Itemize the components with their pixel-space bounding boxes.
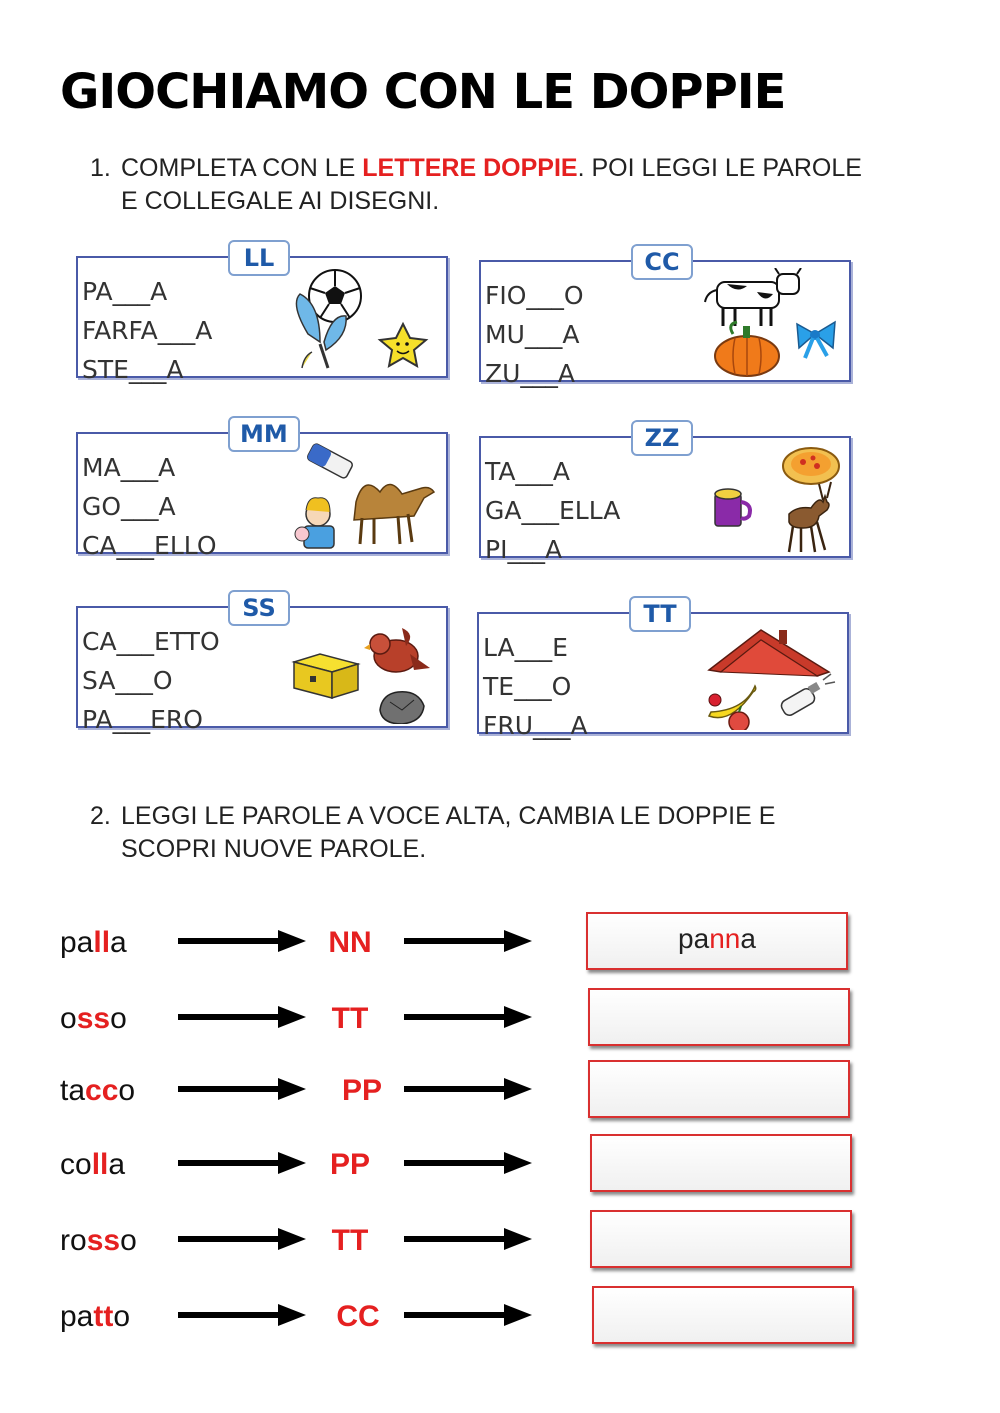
word-change-row xyxy=(0,1282,1000,1352)
source-word xyxy=(60,1002,127,1036)
milk-bottle-icon[interactable] xyxy=(779,674,835,717)
word-part: ro xyxy=(60,1224,87,1257)
word-list xyxy=(82,448,217,565)
box-tag: TT xyxy=(629,596,691,632)
source-word xyxy=(60,926,127,960)
pumpkin-icon[interactable] xyxy=(715,322,779,376)
double-letters: tt xyxy=(93,1300,114,1333)
instruction-text: LEGGI LE PAROLE A VOCE ALTA, CAMBIA LE DOPPIE E xyxy=(121,802,776,830)
drawer-box-icon[interactable] xyxy=(294,654,358,698)
blank-word[interactable]: ZU___A xyxy=(485,359,576,388)
arrow-right-icon xyxy=(404,1228,532,1250)
blank-word[interactable]: TA___A xyxy=(485,457,571,486)
drawings xyxy=(693,268,843,378)
eraser-icon[interactable] xyxy=(306,443,353,480)
answer-input[interactable] xyxy=(590,1134,852,1192)
word-part: pa xyxy=(60,1300,94,1333)
fruit-icon[interactable] xyxy=(709,686,756,730)
drawings xyxy=(290,440,440,550)
new-double-letters: PP xyxy=(341,1074,383,1107)
answer-part: a xyxy=(740,923,756,954)
blank-word[interactable]: MU___A xyxy=(485,320,580,349)
word-list xyxy=(485,276,584,393)
word-box-zz xyxy=(479,424,851,564)
blank-word[interactable]: PA___ERO xyxy=(82,705,203,734)
arrow-right-icon xyxy=(178,1228,306,1250)
new-double-letters: NN xyxy=(328,926,372,959)
blank-word[interactable]: FARFA___A xyxy=(82,316,213,345)
drawings xyxy=(290,614,440,724)
double-letters: ll xyxy=(91,1148,109,1181)
bird-icon[interactable] xyxy=(364,628,430,672)
word-list xyxy=(485,452,620,569)
blank-word[interactable]: CA___ETTO xyxy=(82,627,220,656)
arrow-right-icon xyxy=(178,1152,306,1174)
word-change-row xyxy=(0,984,1000,1054)
new-double-letters: TT xyxy=(331,1002,369,1035)
answer-part: pa xyxy=(678,923,710,954)
mug-icon[interactable] xyxy=(715,489,750,526)
new-double-letters: CC xyxy=(336,1300,380,1333)
blank-word[interactable]: CA___ELLO xyxy=(82,531,217,560)
word-change-row xyxy=(0,1130,1000,1200)
arrow-right-icon xyxy=(178,1006,306,1028)
new-double-letters: TT xyxy=(331,1224,369,1257)
answer-input[interactable] xyxy=(590,1210,852,1268)
bow-icon[interactable] xyxy=(797,322,835,358)
blank-word[interactable]: FIO___O xyxy=(485,281,584,310)
word-change-row xyxy=(0,1206,1000,1276)
source-word xyxy=(60,1224,137,1258)
instruction-text: COMPLETA CON LE xyxy=(121,154,363,182)
blank-word[interactable]: STE___A xyxy=(82,355,184,384)
instruction-line-2: SCOPRI NUOVE PAROLE. xyxy=(121,835,427,863)
highlight-text: LETTERE DOPPIE xyxy=(362,154,578,182)
answer-input[interactable] xyxy=(586,912,848,970)
word-box-ll xyxy=(76,244,448,384)
word-list xyxy=(483,628,588,745)
exercise-2-instruction xyxy=(90,800,775,866)
drawings xyxy=(290,264,440,374)
gazelle-icon[interactable] xyxy=(789,482,831,552)
instruction-text-2: . POI LEGGI LE PAROLE xyxy=(577,154,862,182)
source-word xyxy=(60,1074,135,1108)
stone-icon[interactable] xyxy=(380,692,424,724)
pizza-icon[interactable] xyxy=(783,448,839,484)
drawings xyxy=(691,620,841,730)
answer-input[interactable] xyxy=(588,988,850,1046)
double-letters: ss xyxy=(86,1224,121,1257)
word-part: a xyxy=(108,1148,126,1181)
arrow-right-icon xyxy=(404,1304,532,1326)
blank-word[interactable]: PA___A xyxy=(82,277,168,306)
blank-word[interactable]: MA___A xyxy=(82,453,176,482)
blank-word[interactable]: TE___O xyxy=(483,672,572,701)
exercise-1-instruction xyxy=(90,152,862,218)
arrow-right-icon xyxy=(404,1152,532,1174)
arrow-right-icon xyxy=(178,930,306,952)
arrow-right-icon xyxy=(404,930,532,952)
word-part: o xyxy=(113,1300,131,1333)
instruction-line-2: E COLLEGALE AI DISEGNI. xyxy=(121,187,440,215)
page-title: GIOCHIAMO CON LE DOPPIE xyxy=(60,64,786,120)
word-box-tt xyxy=(477,600,849,740)
word-part: o xyxy=(110,1002,127,1035)
box-tag: CC xyxy=(631,244,693,280)
word-list xyxy=(82,622,220,739)
word-part: o xyxy=(60,1002,77,1035)
answer-input[interactable] xyxy=(592,1286,854,1344)
box-tag: SS xyxy=(228,590,290,626)
word-change-row xyxy=(0,908,1000,978)
word-part: ta xyxy=(60,1074,86,1107)
word-part: co xyxy=(60,1148,92,1181)
source-word xyxy=(60,1300,130,1334)
drawings xyxy=(693,444,843,554)
roof-icon[interactable] xyxy=(709,630,829,676)
word-part: pa xyxy=(60,926,94,959)
box-tag: MM xyxy=(228,416,300,452)
word-part: o xyxy=(120,1224,137,1257)
word-box-cc xyxy=(479,248,851,388)
camel-icon[interactable] xyxy=(354,484,434,544)
double-letters: cc xyxy=(85,1074,119,1107)
word-part: a xyxy=(110,926,127,959)
mother-child-icon[interactable] xyxy=(295,498,334,548)
source-word xyxy=(60,1148,125,1182)
blank-word[interactable]: FRU___A xyxy=(483,711,588,740)
blank-word[interactable]: SA___O xyxy=(82,666,173,695)
arrow-right-icon xyxy=(404,1078,532,1100)
box-tag: LL xyxy=(228,240,290,276)
box-tag: ZZ xyxy=(631,420,693,456)
word-part: o xyxy=(118,1074,136,1107)
double-letters: ss xyxy=(76,1002,111,1035)
answer-double: nn xyxy=(709,923,741,954)
word-change-row xyxy=(0,1056,1000,1126)
answer-input[interactable] xyxy=(588,1060,850,1118)
exercise-1-number: 1. xyxy=(90,154,111,182)
double-letters: ll xyxy=(93,926,111,959)
arrow-right-icon xyxy=(178,1304,306,1326)
exercise-2-number: 2. xyxy=(90,802,111,830)
word-box-mm xyxy=(76,420,448,560)
word-box-ss xyxy=(76,594,448,734)
blank-word[interactable]: LA___E xyxy=(483,633,568,662)
cow-icon[interactable] xyxy=(705,268,801,326)
word-list xyxy=(82,272,212,389)
star-icon[interactable] xyxy=(380,324,426,366)
arrow-right-icon xyxy=(178,1078,306,1100)
blank-word[interactable]: GA___ELLA xyxy=(485,496,621,525)
new-double-letters: PP xyxy=(329,1148,371,1181)
arrow-right-icon xyxy=(404,1006,532,1028)
blank-word[interactable]: PI___A xyxy=(485,535,563,564)
blank-word[interactable]: GO___A xyxy=(82,492,176,521)
